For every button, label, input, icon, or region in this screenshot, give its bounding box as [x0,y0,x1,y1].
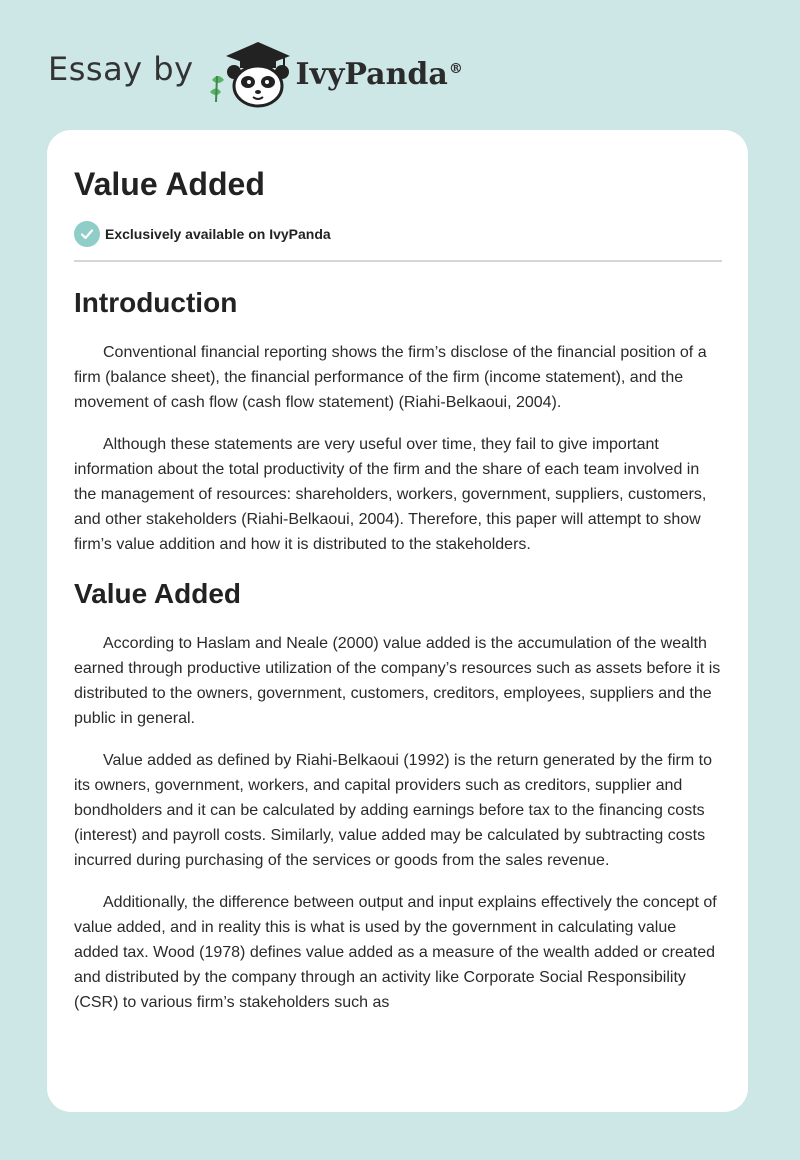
essay-by-label: Essay by [48,50,194,88]
section-heading: Introduction [74,287,238,318]
paragraph: Value added as defined by Riahi-Belkaoui (1992) is the return generated by the firm to its owners, government, workers, and capital providers such as creditors, supplier and bondholders and it can be calculated by adding earnings before tax to the financing costs (interest) and payroll costs. Similarly, value added may be calculated by subtracting costs incurred during purchasing of the services or goods from the sales revenue. [74,752,712,869]
check-icon [74,221,100,247]
divider [74,260,722,262]
section-heading: Value Added [74,578,242,609]
brand-name: IvyPanda® [295,56,463,92]
page-title: Value Added [74,166,265,202]
paragraph: Additionally, the difference between output and input explains effectively the concept of value added, and in reality this is what is used by the government in calculating value added tax. Wood (1978) defines value added as a measure of the wealth added or created and distributed by the company through an activity like Corporate Social Responsibility (CSR) to various firm’s stakeholders such as [74,894,717,1011]
paragraph: Although these statements are very useful over time, they fail to give important information about the total productivity of the firm and the share of each team involved in the management of resources: shareholders, workers, government, suppliers, customers, and other stakeholders (Riahi-Belkaoui, 2004). Therefore, this paper will attempt to show firm’s value addition and how it is distributed to the stakeholders. [74,436,707,553]
paragraph: Conventional financial reporting shows the firm’s disclose of the financial position of a firm (balance sheet), the financial performance of the firm (income statement), and the movement of cash flow (cash flow statement) (Riahi-Belkaoui, 2004). [74,344,707,411]
site-logo[interactable] [48,36,463,108]
paragraph: According to Haslam and Neale (2000) value added is the accumulation of the wealth earned through productive utilization of the company’s resources such as assets before it is distributed to the owners, government, customers, creditors, employees, suppliers and the public in general. [74,635,721,727]
badge-label: Exclusively available on IvyPanda [105,226,331,242]
article-card [47,130,748,1112]
exclusive-badge [74,221,722,247]
panda-mascot-icon [204,36,294,108]
